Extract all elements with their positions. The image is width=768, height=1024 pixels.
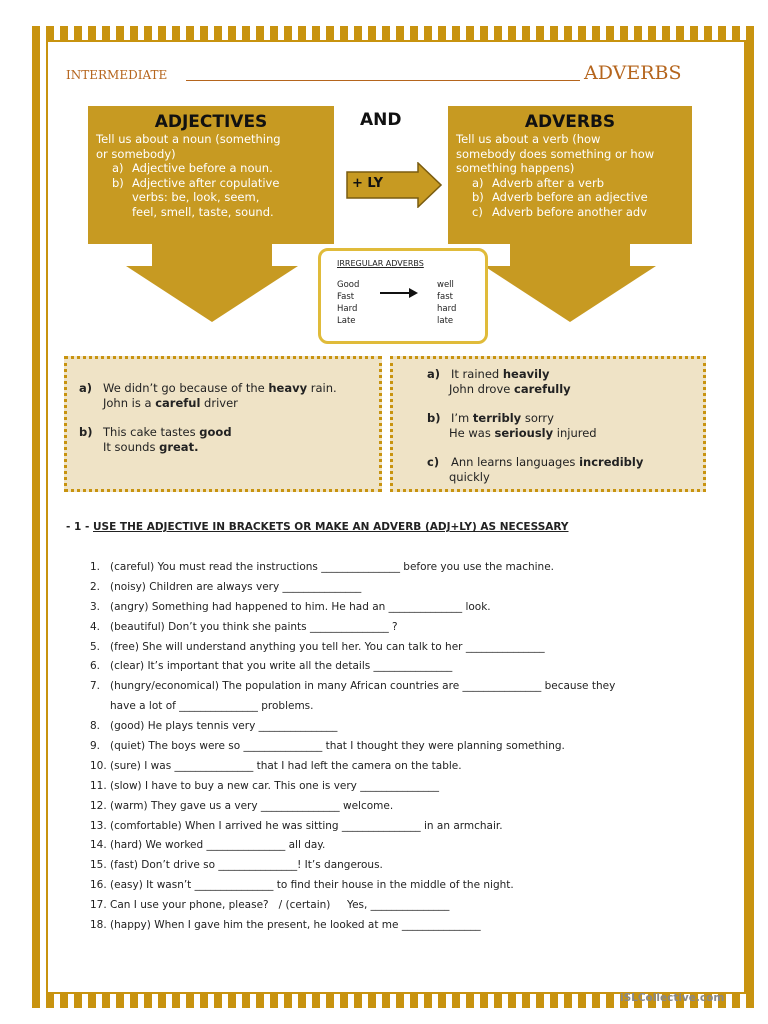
example-text: John drove bbox=[449, 382, 515, 396]
exercise-item: have a lot of _______________ problems. bbox=[90, 700, 314, 713]
adjectives-point bbox=[112, 161, 326, 176]
exercise-item: 4. (beautiful) Don’t you think she paints _______________ ? bbox=[90, 620, 398, 633]
exercise-item: 11. (slow) I have to buy a new car. This one is very _______________ bbox=[90, 779, 439, 792]
point-marker: b) bbox=[472, 190, 484, 204]
adverb-examples bbox=[427, 367, 693, 485]
adverbs-point bbox=[472, 190, 684, 205]
example-keyword: seriously bbox=[494, 426, 554, 440]
example-text-end: driver bbox=[200, 396, 238, 410]
point-text: verbs: be, look, seem, bbox=[132, 190, 260, 204]
adjectives-points bbox=[96, 161, 326, 219]
irregular-word: Good bbox=[337, 280, 360, 290]
example-keyword: terribly bbox=[472, 411, 522, 425]
example-line bbox=[427, 382, 693, 397]
example-keyword: carefully bbox=[514, 382, 571, 396]
irregular-title: IRREGULAR ADVERBS bbox=[337, 259, 424, 268]
page-title: ADVERBS bbox=[584, 62, 682, 84]
example-line bbox=[79, 381, 369, 396]
adjectives-arrow-down bbox=[126, 266, 298, 322]
exercise-item: 8. (good) He plays tennis very _______________ bbox=[90, 720, 338, 733]
site-watermark: iSLCollective.com bbox=[620, 992, 725, 1004]
point-marker bbox=[112, 205, 132, 220]
example-text: quickly bbox=[449, 470, 490, 484]
example-text: Ann learns languages bbox=[451, 455, 580, 469]
exercise-item: 5. (free) She will understand anything you tell her. You can talk to her _______________ bbox=[90, 640, 545, 653]
irregular-adverbs-box bbox=[318, 248, 488, 344]
adverbs-point bbox=[472, 205, 684, 220]
example-line bbox=[427, 411, 693, 426]
example-line bbox=[79, 425, 369, 440]
exercise-item: 1. (careful) You must read the instructions _______________ before you use the machine. bbox=[90, 561, 555, 573]
adverbs-intro-line: Tell us about a verb (how bbox=[456, 132, 601, 146]
header-rule bbox=[186, 80, 580, 81]
adverbs-intro-line: something happens) bbox=[456, 161, 575, 175]
point-text: Adverb before another adv bbox=[492, 204, 647, 219]
irregular-word: Fast bbox=[337, 292, 355, 302]
example-marker: b) bbox=[79, 425, 93, 439]
adverbs-arrow-stem bbox=[510, 244, 630, 268]
example-marker: a) bbox=[427, 367, 441, 381]
example-line bbox=[79, 396, 369, 411]
exercise-instruction: USE THE ADJECTIVE IN BRACKETS OR MAKE AN ADVERB (ADJ+LY) AS NECESSARY bbox=[93, 521, 569, 533]
adjectives-box bbox=[88, 106, 334, 244]
adjectives-arrow-stem bbox=[152, 244, 272, 268]
point-text: feel, smell, taste, sound. bbox=[132, 204, 274, 219]
adjectives-title: ADJECTIVES bbox=[154, 112, 268, 132]
point-marker: b) bbox=[112, 175, 124, 190]
level-label: INTERMEDIATE bbox=[66, 68, 168, 82]
adjective-examples-panel bbox=[64, 356, 382, 492]
exercise-item: 12. (warm) They gave us a very _______________ welcome. bbox=[90, 799, 394, 812]
example-keyword: incredibly bbox=[579, 455, 644, 469]
adverbs-title: ADVERBS bbox=[524, 112, 616, 132]
adverbs-intro-line: somebody does something or how bbox=[456, 146, 655, 161]
point-marker: a) bbox=[472, 175, 484, 190]
example-keyword: good bbox=[199, 425, 232, 439]
irregular-word: hard bbox=[437, 304, 457, 314]
point-marker: c) bbox=[472, 204, 483, 219]
exercise-item: 14. (hard) We worked _______________ all day. bbox=[90, 839, 326, 852]
irregular-word: Late bbox=[337, 316, 356, 326]
irregular-word: Hard bbox=[337, 304, 358, 314]
point-marker bbox=[112, 190, 132, 205]
example-keyword: heavily bbox=[502, 367, 550, 381]
point-text: Adjective before a noun. bbox=[132, 161, 273, 175]
adjectives-point bbox=[112, 205, 326, 220]
example-keyword: great. bbox=[159, 440, 199, 454]
exercise-item: 15. (fast) Don’t drive so _______________! It’s dangerous. bbox=[90, 859, 383, 872]
example-text-end: rain. bbox=[307, 381, 337, 395]
exercise-item: 18. (happy) When I gave him the present, he looked at me _______________ bbox=[90, 919, 481, 932]
example-line bbox=[427, 367, 693, 382]
point-text: Adverb after a verb bbox=[492, 175, 605, 190]
example-keyword: heavy bbox=[268, 381, 308, 395]
exercise-item: 6. (clear) It’s important that you write all the details _______________ bbox=[90, 660, 453, 673]
exercise-number: - 1 - bbox=[66, 521, 90, 533]
exercise-item: 10. (sure) I was _______________ that I had left the camera on the table. bbox=[90, 759, 462, 772]
adverbs-box bbox=[448, 106, 692, 244]
arrow-right-icon bbox=[379, 287, 419, 299]
example-marker: b) bbox=[427, 411, 441, 425]
example-text: It sounds bbox=[103, 440, 160, 454]
example-text: I’m bbox=[451, 411, 473, 425]
example-keyword: careful bbox=[155, 396, 201, 410]
point-text: Adjective after copulative bbox=[132, 175, 280, 190]
example-line bbox=[427, 470, 693, 485]
adjectives-intro bbox=[96, 132, 326, 161]
point-marker: a) bbox=[112, 161, 124, 175]
adjective-examples bbox=[79, 381, 369, 455]
point-text: Adverb before an adjective bbox=[492, 190, 648, 204]
and-label: AND bbox=[360, 110, 402, 130]
irregular-word: well bbox=[437, 280, 454, 290]
exercise-item: 7. (hungry/economical) The population in many African countries are _______________ because they bbox=[90, 680, 616, 693]
exercise-item: 17. Can I use your phone, please? / (certain) Yes, _______________ bbox=[90, 899, 450, 912]
example-line bbox=[427, 455, 693, 470]
example-marker: a) bbox=[79, 381, 93, 395]
irregular-adverb-list bbox=[437, 279, 456, 327]
adverbs-points bbox=[456, 176, 684, 220]
example-text-end: injured bbox=[553, 426, 597, 440]
example-text-end: sorry bbox=[521, 411, 554, 425]
example-text: This cake tastes bbox=[103, 425, 200, 439]
exercise-item: 13. (comfortable) When I arrived he was sitting _______________ in an armchair. bbox=[90, 819, 503, 832]
irregular-word: fast bbox=[437, 292, 453, 302]
example-line bbox=[79, 440, 369, 455]
adverbs-arrow-down bbox=[484, 266, 656, 322]
irregular-word: late bbox=[437, 316, 454, 326]
adverbs-intro bbox=[456, 132, 684, 176]
plus-ly-label: + LY bbox=[352, 176, 384, 191]
exercise-item: 2. (noisy) Children are always very _______________ bbox=[90, 580, 362, 593]
example-text: He was bbox=[449, 426, 495, 440]
example-text: John is a bbox=[103, 396, 156, 410]
exercise-item: 16. (easy) It wasn’t _______________ to find their house in the middle of the night. bbox=[90, 879, 514, 892]
example-text: We didn’t go because of the bbox=[103, 381, 269, 395]
adjectives-intro-line: Tell us about a noun (something bbox=[96, 132, 281, 146]
example-text: It rained bbox=[451, 367, 503, 381]
example-marker: c) bbox=[427, 455, 440, 469]
adjectives-point bbox=[112, 176, 326, 191]
irregular-adjective-list bbox=[337, 279, 359, 327]
adverbs-point bbox=[472, 176, 684, 191]
adverb-examples-panel bbox=[390, 356, 706, 492]
example-line bbox=[427, 426, 693, 441]
adjectives-point bbox=[112, 190, 326, 205]
exercise-item: 9. (quiet) The boys were so _______________ that I thought they were planning something. bbox=[90, 740, 565, 753]
exercise-list bbox=[90, 561, 615, 939]
exercise-item: 3. (angry) Something had happened to him. He had an ______________ look. bbox=[90, 600, 491, 613]
exercise-heading bbox=[66, 521, 569, 533]
adjectives-intro-line: or somebody) bbox=[96, 146, 176, 161]
